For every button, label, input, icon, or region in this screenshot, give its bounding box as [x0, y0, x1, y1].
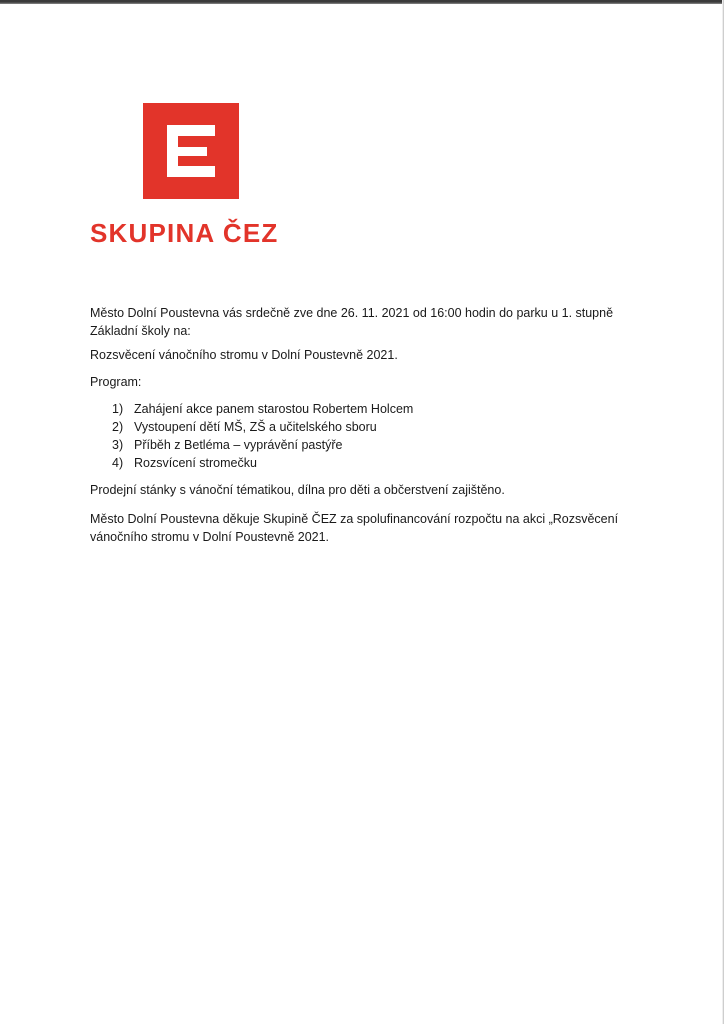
program-label: Program:: [90, 375, 142, 389]
intro-line: Město Dolní Poustevna vás srdečně zve dne 26. 11. 2021 od 16:00 hodin do parku u 1. stupně: [90, 306, 614, 320]
list-item-text: Zahájení akce panem starostou Robertem Holcem: [134, 402, 414, 416]
list-item-number: 3): [112, 438, 124, 452]
list-item-text: Rozsvícení stromečku: [134, 456, 257, 470]
thanks-paragraph: [90, 510, 620, 546]
list-item-number: 2): [112, 420, 124, 434]
thanks-line: Město Dolní Poustevna děkuje Skupině ČEZ za spolufinancování rozpočtu na akci „Rozsvěcení: [90, 512, 619, 526]
program-list: [112, 400, 413, 472]
extras-paragraph: Prodejní stánky s vánoční tématikou, dílna pro děti a občerstvení zajištěno.: [90, 483, 505, 497]
intro-paragraph: [90, 304, 620, 340]
list-item-number: 4): [112, 456, 124, 470]
list-item: [112, 436, 413, 454]
list-item-number: 1): [112, 402, 124, 416]
scan-edge-top: [0, 0, 724, 4]
brand-name: SKUPINA ČEZ: [90, 218, 279, 248]
list-item-text: Vystoupení dětí MŠ, ZŠ a učitelského sboru: [134, 420, 377, 434]
list-item-text: Příběh z Betléma – vyprávění pastýře: [134, 438, 343, 452]
event-title: Rozsvěcení vánočního stromu v Dolní Poustevně 2021.: [90, 348, 398, 362]
thanks-line: vánočního stromu v Dolní Poustevně 2021.: [90, 530, 330, 544]
intro-line: Základní školy na:: [90, 324, 191, 338]
list-item: [112, 418, 413, 436]
cez-logo-icon: [143, 103, 239, 199]
list-item: [112, 400, 413, 418]
list-item: [112, 454, 413, 472]
